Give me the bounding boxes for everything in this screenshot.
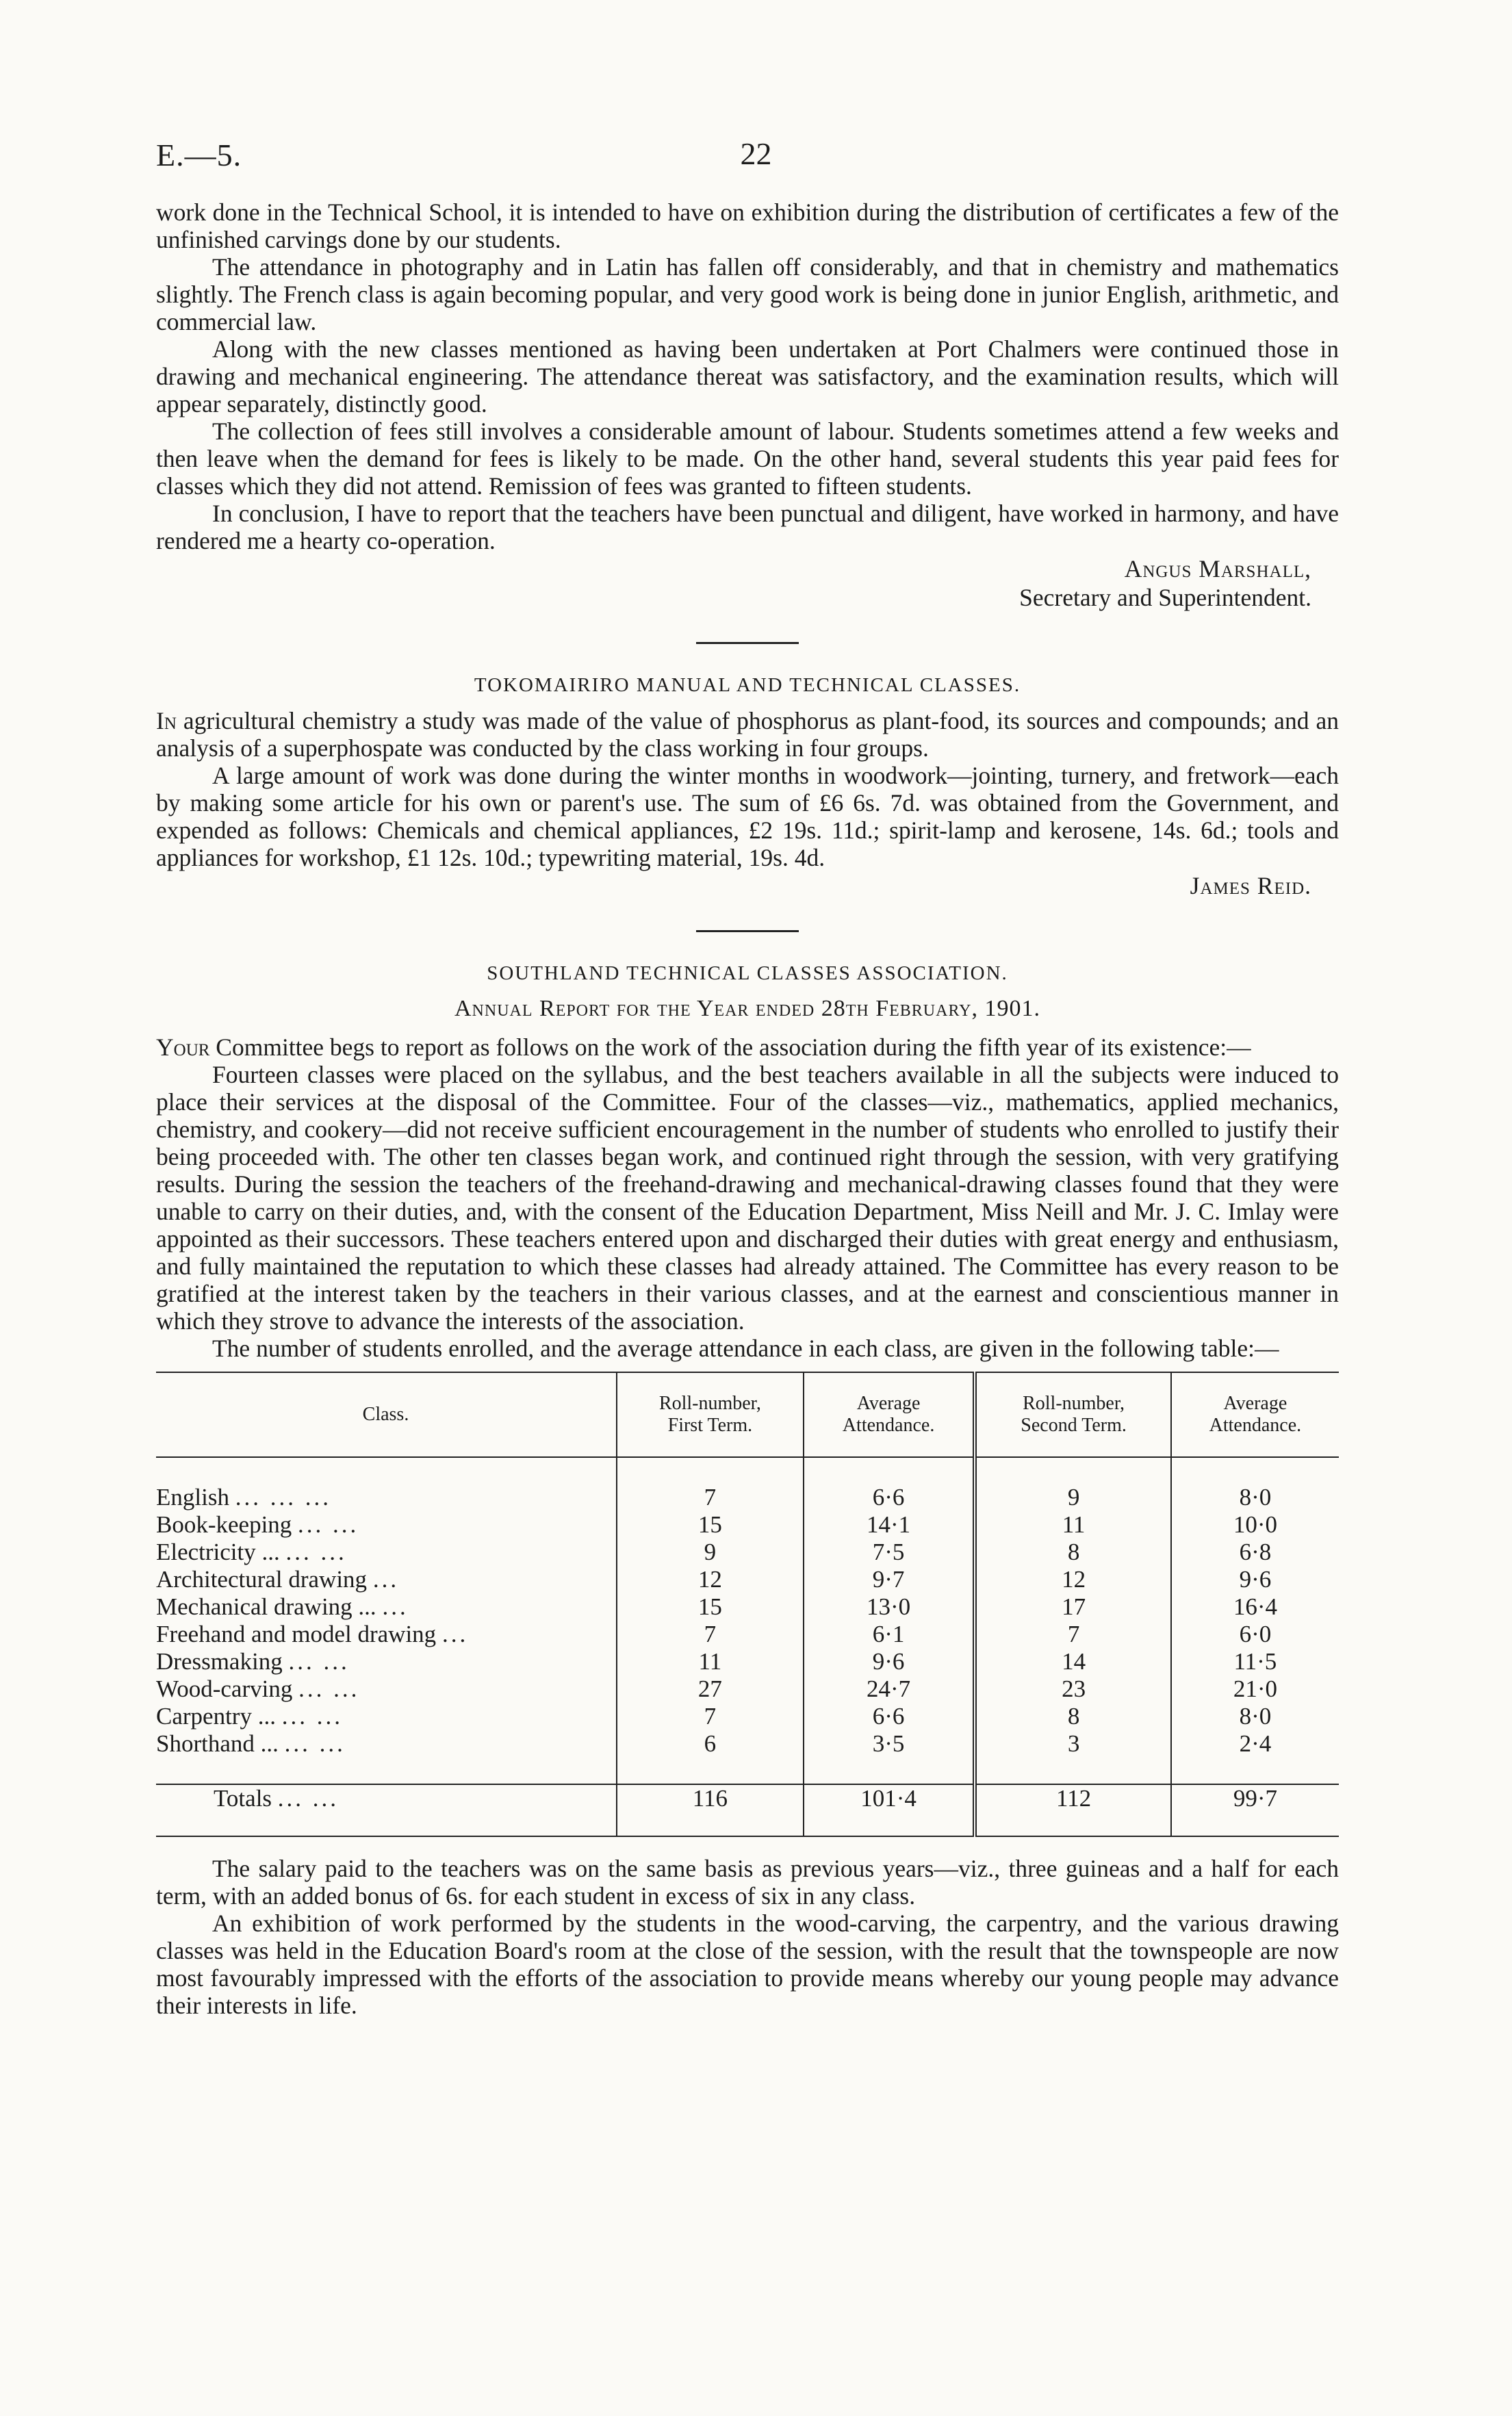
totals-attendance-first: 101·4 [804, 1784, 975, 1836]
totals-label: Totals [214, 1785, 272, 1812]
southland-paragraph-3: The number of students enrolled, and the average attendance in each class, are given in the following table:— [212, 1335, 1279, 1362]
tokomairiro-lead-word: In [156, 707, 177, 734]
header-class: Class. [156, 1372, 617, 1457]
table-row: English ... ... ... 7 6·6 9 8·0 [156, 1484, 1339, 1511]
table-row: Dressmaking ... ... 11 9·6 14 11·5 [156, 1648, 1339, 1675]
tokomairiro-paragraph-2: A large amount of work was done during the winter months in woodwork—jointing, turnery, and fretwork—each by making some article for his own or parent's use. The sum of £6 6s. 7d. was obtained from the Government, and expended as follows: Chemicals and chemical appliances, £2 19s. 11d.; spirit-lamp and kerosene, 14s. 6d.; tools and appliances for workshop, £1 12s. 10d.; typewriting material, 19s. 4d. [156, 762, 1339, 871]
tokomairiro-title: TOKOMAIRIRO MANUAL AND TECHNICAL CLASSES. [474, 674, 1021, 696]
southland-paragraph-1 [156, 1033, 1339, 1061]
table-row: Mechanical drawing ... ... 15 13·0 17 16·4 [156, 1593, 1339, 1621]
table-row: Book-keeping ... ... 15 14·1 11 10·0 [156, 1511, 1339, 1539]
section-divider [696, 930, 799, 932]
intro-paragraph-5: In conclusion, I have to report that the teachers have been punctual and diligent, have worked in harmony, and have rendered me a hearty co-operation. [156, 500, 1339, 554]
totals-attendance-second: 99·7 [1171, 1784, 1339, 1836]
table-row: Shorthand ... ... ... 6 3·5 3 2·4 [156, 1730, 1339, 1758]
table-spacer-row [156, 1457, 1339, 1484]
tokomairiro-paragraph-1 [156, 707, 1339, 762]
southland-lead-word: Your [156, 1033, 210, 1061]
southland-subtitle: Annual Report for the Year ended 28th February, 1901. [454, 996, 1040, 1021]
totals-roll-second: 112 [975, 1784, 1170, 1836]
tokomairiro-signature: James Reid. [1190, 872, 1311, 899]
document-reference: E.—5. [156, 138, 242, 172]
southland-title: SOUTHLAND TECHNICAL CLASSES ASSOCIATION. [487, 962, 1008, 984]
table-body [156, 1457, 1339, 1836]
table-row: Carpentry ... ... ... 7 6·6 8 8·0 [156, 1703, 1339, 1730]
header-roll-second: Roll-number, Second Term. [975, 1372, 1170, 1457]
southland-paragraph-4: The salary paid to the teachers was on the same basis as previous years—viz., three guineas and a half for each term, with an added bonus of 6s. for each student in excess of six in any class. [156, 1855, 1339, 1910]
table-row: Architectural drawing ... 12 9·7 12 9·6 [156, 1566, 1339, 1593]
intro-paragraph-2: The attendance in photography and in Latin has fallen off considerably, and that in chemistry and mathematics slightly. The French class is again becoming popular, and very good work is being done in junior English, arithmetic, and commercial law. [156, 253, 1339, 335]
table-row: Electricity ... ... ... 9 7·5 8 6·8 [156, 1539, 1339, 1566]
table-row: Freehand and model drawing ... 7 6·1 7 6·0 [156, 1621, 1339, 1648]
totals-roll-first: 116 [617, 1784, 804, 1836]
header-attendance-first: Average Attendance. [804, 1372, 975, 1457]
section-divider [696, 642, 799, 644]
table-row: Wood-carving ... ... 27 24·7 23 21·0 [156, 1675, 1339, 1703]
tokomairiro-paragraph-1-text: agricultural chemistry a study was made of the value of phosphorus as plant-food, its sources and compounds; and an analysis of a superphospate was conducted by the class working in four groups. [156, 707, 1339, 762]
intro-paragraph-1: work done in the Technical School, it is intended to have on exhibition during the distribution of certificates a few of the unfinished carvings done by our students. [156, 198, 1339, 253]
southland-paragraph-5: An exhibition of work performed by the students in the wood-carving, the carpentry, and the various drawing classes was held in the Education Board's room at the close of the session, with the result that the townspeople are now most favourably impressed with the efforts of the association to provide means whereby our young people may advance their interests in life. [156, 1910, 1339, 2019]
southland-paragraph-1-text: Committee begs to report as follows on the work of the association during the fifth year of its existence:— [209, 1033, 1251, 1061]
intro-paragraph-3: Along with the new classes mentioned as having been undertaken at Port Chalmers were continued those in drawing and mechanical engineering. The attendance thereat was satisfactory, and the examination results, which will appear separately, distinctly good. [156, 335, 1339, 417]
page-number: 22 [740, 136, 772, 171]
southland-paragraph-2: Fourteen classes were placed on the syllabus, and the best teachers available in all the subjects were induced to place their services at the disposal of the Committee. Four of the classes—viz., mathematics, applied mechanics, chemistry, and cookery—did not receive sufficient encouragement in the number of students who enrolled to justify their being proceeded with. The other ten classes began work, and continued right through the session, with very gratifying results. During the session the teachers of the freehand-drawing and mechanical-drawing classes found that they were unable to carry on their duties, and, with the consent of the Education Department, Miss Neill and Mr. J. C. Imlay were appointed as their successors. These teachers entered upon and discharged their duties with great energy and enthusiasm, and fully maintained the reputation to which these classes had already attained. The Committee has every reason to be gratified at the interest taken by the teachers in their various classes, and at the earnest and conscientious manner in which they strove to advance the interests of the association. [156, 1061, 1339, 1335]
class-attendance-table [156, 1372, 1339, 1837]
intro-paragraph-4: The collection of fees still involves a considerable amount of labour. Students sometimes attend a few weeks and then leave when the demand for fees is likely to be made. On the other hand, several students this year paid fees for classes which they did not attend. Remission of fees was granted to fifteen students. [156, 417, 1339, 500]
header-roll-first: Roll-number, First Term. [617, 1372, 804, 1457]
page-body [156, 198, 1339, 2019]
header-attendance-second: Average Attendance. [1171, 1372, 1339, 1457]
signature-name: Angus Marshall, [1124, 555, 1311, 582]
table-totals-row: Totals ... ... 116 101·4 112 99·7 [156, 1784, 1339, 1836]
table-spacer-row [156, 1758, 1339, 1784]
table-header-row [156, 1372, 1339, 1457]
signature-title: Secretary and Superintendent. [1019, 584, 1311, 611]
